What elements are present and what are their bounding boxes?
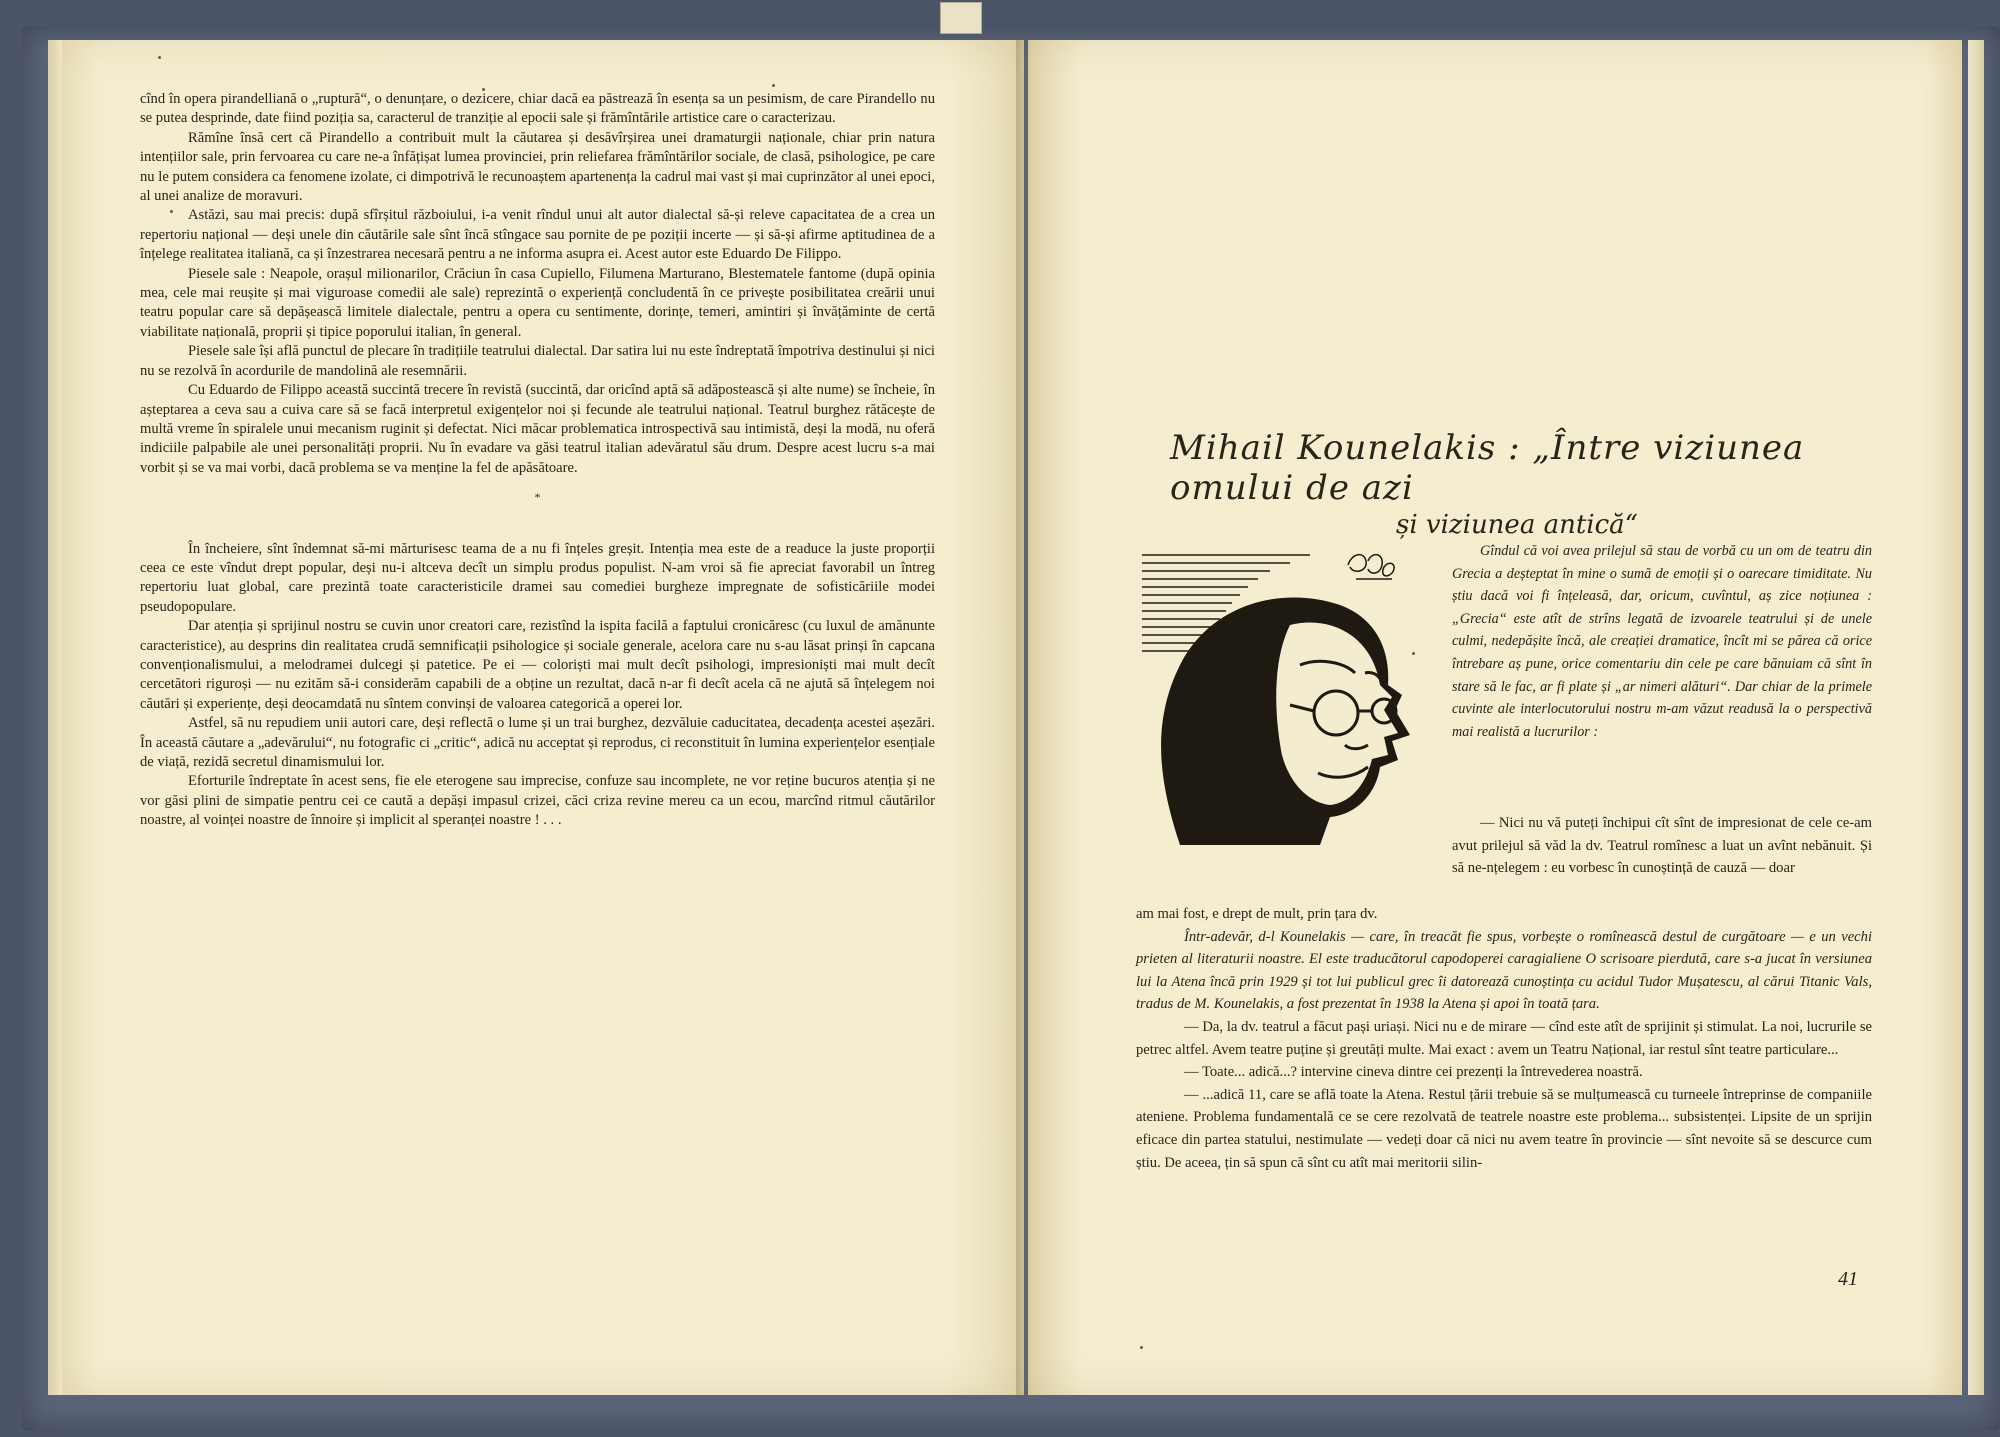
paragraph: — Toate... adică...? intervine cineva dintre cei prezenți la întrevederea noastră. [1184,1064,1643,1081]
right-body-paragraphs [1136,926,1872,1175]
speck [158,56,161,59]
paragraph: Dar atenția și sprijinul nostru se cuvin unor creatori care, rezistînd la ispita facilă a faptului cronicăresc (cu luxul de amănunte caracteristice), au desprins din realitatea crudă semnificații psihologice și sociale generale, acelora care nu s-au lăsat prinși în capcana convenționalismului, a melodramei dulcegi și patetice. Pe ei — coloriști mai mult decît psihologi, impresioniști mai mult decît cercetători riguroși — nu ezităm să-i considerăm capabili de a obține un rezultat, dacă n-ar fi decît acela că ne ajută să înțelegem noi căutări și experiențe, deși deocamdată nu sîntem convinși de valoarea categorică a operei lor. [140,618,935,712]
page-number: 41 [1838,1268,1858,1290]
paragraph: cînd în opera pirandelliană o „ruptură“, o denunțare, o dezicere, chiar dacă ea păstrează în esența sa un pesimism, de care Pirandello nu se putea desprinde, date fiind poziția sa, caracterul de tranziție al epocii sale și frămîntările artistice care o caracterizau. [140,91,935,127]
interview-first-answer [1452,812,1872,880]
paragraph: Rămîne însă cert că Pirandello a contribuit mult la căutarea și desăvîrșirea unei dramaturgii naționale, chiar prin natura intențiilor sale, prin fervoarea cu care ne-a înfățișat lumea provinciei, prin reliefarea frămîntărilor sociale, de clasă, psihologice, pe care nu le putem considera ca fenomene izolate, ci dimpotrivă le recunoaștem apartenența la cadrul mai vast și mai cuprinzător al unei epoci, al unei analize de moravuri. [140,129,935,205]
paragraph: În încheiere, sînt îndemnat să-mi mărturisesc teama de a nu fi înțeles greșit. Intenția mea este de a readuce la juste proporții ceea ce este vîndut drept popular, deși nu-i altceva decît un simplu produs populist. N-am vroi să fie apreciat favorabil un întreg repertoriu luat global, care prezintă toate caracteristicile dramei sau comediei burgheze impregnate de sofisticăriile modei pseudopopulare. [140,540,935,615]
paragraph: Astfel, să nu repudiem unii autori care, deși reflectă o lume și un trai burghez, dezvăluie caducitatea, decadența acestei așezări. În această căutare a „adevărului“, nu fotografic ci „critic“, adică nu acceptat și reprodus, ci reconstituit în lumina experiențelor esențiale de viață, rezidă secretul dinamismului lor. [140,715,935,770]
paragraph: Cu Eduardo de Filippo această succintă trecere în revistă (succintă, dar oricînd aptă să adăpostească și alte nume) se încheie, în așteptarea a ceva sau a cuiva care să se facă interpretul exigențelor noi și fecunde ale teatrului național. Teatrul burghez rătăcește de multă vreme în spiralele unui mecanism ruginit și defectat. Nici măcar problematica introspectivă sau intimistă, deși la modă, nu oferă indiciile palpabile ale unei personalități proprii. Nu în evadare va găsi teatrul italian adevăratul său drum. Despre acest lucru s-a mai vorbit și se va mai vorbi, dacă problema se va menține la fel de apăsătoare. [140,382,935,476]
paragraph: Piesele sale : Neapole, orașul milionarilor, Crăciun în casa Cupiello, Filumena Marturano, Blestematele fantome (după opinia mea, cele mai reușite și mai viguroase comedii ale sale) reprezintă o experiență concludentă în ce privește posibilitatea creării unui teatru popular care să depășească limitele dialectale, pentru a opera cu sentimente, dorințe, temeri, amintiri și învățăminte de certă viabilitate națională, proprii și tipice poporului italian, în general. [140,265,935,340]
book-gutter [1016,40,1038,1395]
left-page-text [140,90,935,831]
paragraph: — Da, la dv. teatrul a făcut pași uriași. Nici nu e de mirare — cînd este atît de sprijinit și stimulat. La noi, lucrurile se petrec altfel. Avem teatre puține și greutăți multe. Mai exact : avem un Teatru Național, iar restul sînt teatre particulare... [1136,1018,1872,1058]
speck [772,84,775,87]
paragraph: Eforturile îndreptate în acest sens, fie ele eterogene sau imprecise, confuze sau incomplete, ne vor reține bucuros atenția și ne vor găsi plini de simpatie pentru cei ce caută a depăși impasul crizei, căci criza revine mereu ca un ecou, marcînd ritmul căutărilor noastre, al voinței noastre de înnoire și implicit al speranței noastre ! . . . [140,773,935,829]
page-edge-top [940,2,982,34]
paragraph: Într-adevăr, d-l Kounelakis — care, în treacăt fie spus, vorbește o romînească destul de curgătoare — e un vechi prieten al literaturii noastre. El este traducătorul capodoperei caragialiene O scrisoare pierdută, care s-a jucat în versiunea lui la Atena încă prin 1929 și tot lui publicul grec îi datorează cunoștința cu acidul Tudor Mușatescu, al cărui Titanic Vals, tradus de M. Kounelakis, a fost prezentat în 1938 la Atena și apoi în toată țara. [1136,928,1872,1013]
article-title-line2: și viziunea antică“ [1396,510,1638,540]
left-paragraphs-part2 [140,540,935,831]
intro-paragraph: Gîndul că voi avea prilejul să stau de vorbă cu un om de teatru din Grecia a deșteptat în mine o sumă de emoții și o oarecare timiditate. Nu știu dacă voi fi înțeleasă, dar, oricum, cuvîntul, aș zice noțiunea : „Grecia“ este atît de strîns legată de izvoarele teatrului și de unele culmi, nedepășite încă, ale creației dramatice, încît mi se părea că orice întrebare aș pune, orice comentariu din cele pe care bănuiam că sînt în stare să le fac, ar fi plate și „ar nimeri alături“. Dar chiar de la primele cuvinte ale interlocutorului nostru m-am văzut readusă la o perspectivă mai realistă a lucrurilor : [1452,543,1872,740]
speck [1140,1346,1143,1349]
page-edge-right [1968,40,1984,1395]
first-answer-paragraph: — Nici nu vă puteți închipui cît sînt de impresionat de cele ce-am avut prilejul să văd la dv. Teatrul romînesc a luat un avînt nebănuit. Și să ne-nțelegem : eu vorbesc în cunoștință de cauză — doar [1452,815,1872,877]
article-title-line1: Mihail Kounelakis : „Între viziunea omului de azi [1170,428,1805,508]
left-paragraphs-part1 [140,90,935,478]
section-separator: * [534,490,541,505]
paragraph: Astăzi, sau mai precis: după sfîrșitul războiului, i-a venit rîndul unui alt autor dialectal să-și releve capacitatea de a crea un repertoriu național — deși unele din căutările sale sînt încă stîngace sau pornite de pe poziții incerte — și să-și afirme aptitudinea de a înțelege realitatea italiană, ca și înzestrarea necesară pentru a ne informa asupra ei. Acest autor este Eduardo De Filippo. [140,207,935,263]
right-page-body [1136,903,1872,1174]
first-answer-continuation: am mai fost, e drept de mult, prin țara dv. [1136,906,1378,922]
interview-intro [1452,540,1872,743]
caricature-portrait [1140,545,1440,845]
article-title [1170,428,1870,540]
paragraph: Piesele sale își află punctul de plecare în tradițiile teatrului dialectal. Dar satira lui nu este îndreptată împotriva destinului și nici nu se rezolvă în acordurile de mandolină ale resemnării. [140,343,935,379]
paragraph: — ...adică 11, care se află toate la Atena. Restul țării trebuie să se mulțumească cu turneele întreprinse de companiile ateniene. Problema fundamentală ce se cere rezolvată de teatrele noastre este problema... subsistenței. Lipsite de un sprijin eficace din partea statului, nestimulate — vedeți doar că nici nu avem teatre în provincie — sînt nevoite să se descurce cum știu. De aceea, țin să spun că sînt cu atît mai meritorii silin- [1136,1086,1872,1171]
